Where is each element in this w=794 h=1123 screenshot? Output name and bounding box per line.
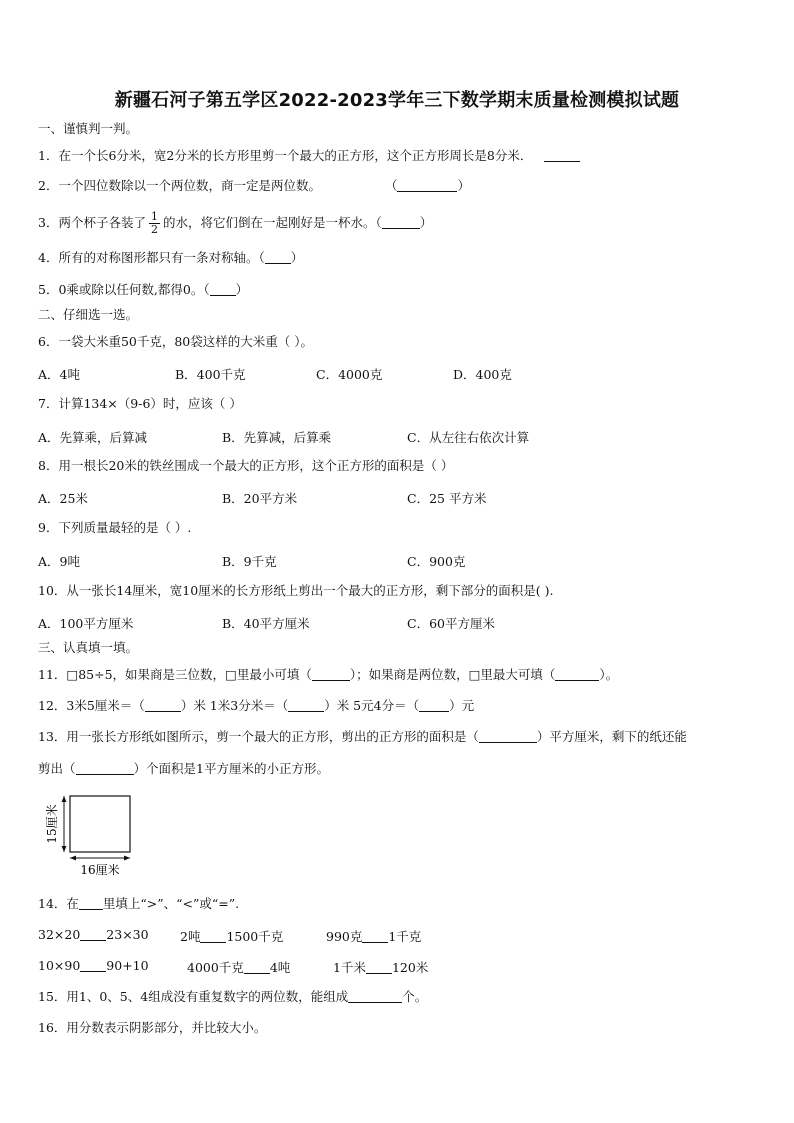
compare-left: 990克: [326, 929, 363, 944]
compare-blank[interactable]: [200, 930, 226, 943]
compare-blank[interactable]: [366, 961, 392, 974]
arrow-left-icon: [70, 856, 76, 861]
question-14-text-b: 里填上“>”、“<”或“=”.: [102, 896, 240, 911]
answer-blank-13b[interactable]: [76, 762, 134, 775]
question-12-text-a: 12．3米5厘米＝（: [38, 698, 145, 713]
question-6: 6．一袋大米重50千克，80袋这样的大米重（ ）。: [38, 334, 313, 349]
answer-blank-2[interactable]: [397, 179, 457, 192]
question-11-text-b: ）；如果商是两位数，□里最大可填（: [349, 667, 556, 682]
question-14-text-a: 14．在: [38, 896, 79, 911]
q7-option-b[interactable]: B．先算减，后算乘: [222, 430, 332, 445]
section-heading-3: 三、认真填一填。: [38, 640, 139, 655]
fraction-numerator: 1: [150, 210, 158, 223]
question-12: [38, 698, 474, 714]
question-12-text-c: ）米 5元4分＝（: [324, 698, 420, 713]
page-title: 新疆石河子第五学区2022-2023学年三下数学期末质量检测模拟试题: [114, 90, 680, 111]
compare-left: 32×20: [38, 927, 81, 942]
answer-blank-11b[interactable]: [555, 668, 599, 681]
answer-blank-3[interactable]: [382, 216, 420, 229]
compare-item: [38, 958, 149, 973]
section-heading-2: 二、仔细选一选。: [38, 307, 139, 322]
question-15-text-a: 15．用1、0、5、4组成没有重复数字的两位数，能组成: [38, 989, 349, 1004]
compare-item: [326, 927, 421, 945]
question-3-text-post: 的水，将它们倒在一起刚好是一杯水。（: [162, 215, 382, 230]
q10-option-a[interactable]: A．100平方厘米: [38, 616, 134, 631]
question-13-text-c: 剪出（: [38, 761, 76, 776]
question-15-text-b: 个。: [402, 989, 428, 1004]
question-3: [38, 211, 432, 236]
question-14: [38, 896, 239, 912]
fraction-one-half: [149, 211, 160, 236]
question-3-text-pre: 3．两个杯子各装了: [38, 215, 146, 230]
fraction-denominator: 2: [150, 223, 158, 236]
question-12-text-d: ）元: [449, 698, 475, 713]
width-label: 16厘米: [80, 863, 120, 877]
compare-right: 4吨: [269, 960, 291, 975]
question-15: [38, 989, 427, 1005]
compare-right: 1500千克: [226, 929, 284, 944]
arrow-up-icon: [62, 796, 67, 802]
q10-option-b[interactable]: B．40平方厘米: [222, 616, 310, 631]
question-12-text-b: ）米 1米3分米＝（: [180, 698, 289, 713]
compare-right: 23×30: [106, 927, 149, 942]
q10-option-c[interactable]: C．60平方厘米: [407, 616, 495, 631]
compare-left: 1千米: [333, 960, 366, 975]
q9-option-a[interactable]: A．9吨: [38, 554, 80, 569]
compare-blank[interactable]: [244, 961, 270, 974]
question-13-text-b: ）平方厘米，剩下的纸还能: [536, 729, 687, 744]
compare-right: 90+10: [106, 958, 149, 973]
question-13-line-1: [38, 729, 687, 745]
answer-blank-13a[interactable]: [479, 730, 537, 743]
bracket-open: （: [384, 178, 398, 193]
question-9: 9．下列质量最轻的是（ ）.: [38, 520, 192, 535]
answer-blank-5[interactable]: [210, 283, 236, 296]
question-5-text: 5．0乘或除以任何数,都得0。（: [38, 282, 210, 297]
section-heading-1: 一、谨慎判一判。: [38, 121, 139, 136]
question-11-text-c: ）。: [599, 667, 619, 682]
q9-option-b[interactable]: B．9千克: [222, 554, 277, 569]
question-16: 16．用分数表示阴影部分，并比较大小。: [38, 1020, 267, 1035]
q7-option-c[interactable]: C．从左往右依次计算: [407, 430, 530, 445]
q6-option-a[interactable]: A．4吨: [38, 367, 80, 382]
answer-blank-4[interactable]: [265, 251, 291, 264]
arrow-down-icon: [62, 846, 67, 852]
bracket-close: ）: [419, 215, 433, 230]
answer-blank-15[interactable]: [348, 990, 402, 1003]
question-8: 8．用一根长20米的铁丝围成一个最大的正方形，这个正方形的面积是（ ）: [38, 458, 454, 473]
compare-right: 120米: [391, 960, 429, 975]
bracket-close: ）: [457, 178, 470, 193]
compare-item: [180, 927, 283, 945]
q8-option-b[interactable]: B．20平方米: [222, 491, 298, 506]
q6-option-c[interactable]: C．4000克: [316, 367, 383, 382]
compare-blank[interactable]: [80, 928, 106, 941]
q7-option-a[interactable]: A．先算乘，后算减: [38, 430, 148, 445]
answer-blank-11a[interactable]: [312, 668, 350, 681]
q8-option-c[interactable]: C．25 平方米: [407, 491, 487, 506]
compare-left: 2吨: [180, 929, 201, 944]
q8-option-a[interactable]: A．25米: [38, 491, 88, 506]
question-2-text: 2．一个四位数除以一个两位数，商一定是两位数。: [38, 178, 321, 193]
arrow-right-icon: [124, 856, 130, 861]
question-11-text-a: 11．□85÷5，如果商是三位数，□里最小可填（: [38, 667, 312, 682]
question-13-text-a: 13．用一张长方形纸如图所示，剪一个最大的正方形，剪出的正方形的面积是（: [38, 729, 479, 744]
answer-blank-1[interactable]: [544, 149, 580, 162]
answer-blank-12b[interactable]: [288, 699, 324, 712]
compare-left: 10×90: [38, 958, 81, 973]
compare-blank[interactable]: [80, 959, 106, 972]
rectangle-shape: [70, 796, 130, 852]
compare-left: 4000千克: [187, 960, 244, 975]
question-1-text: 1．在一个长6分米，宽2分米的长方形里剪一个最大的正方形，这个正方形周长是8分米．: [38, 148, 533, 163]
compare-item: [333, 958, 428, 976]
compare-item: [187, 958, 290, 976]
question-5: [38, 282, 248, 298]
question-11: [38, 667, 618, 683]
compare-blank[interactable]: [362, 930, 388, 943]
bracket-close: ）: [235, 282, 249, 297]
rectangle-figure: [42, 790, 142, 882]
question-13-line-2: [38, 761, 329, 777]
question-2: [38, 178, 470, 194]
bracket-close: ）: [290, 250, 304, 265]
question-7: 7．计算134×（9-6）时，应该（ ）: [38, 396, 242, 411]
question-10: 10．从一张长14厘米，宽10厘米的长方形纸上剪出一个最大的正方形，剩下部分的面积是( ).: [38, 583, 554, 598]
answer-blank-12c[interactable]: [419, 699, 449, 712]
question-1: [38, 148, 580, 164]
answer-blank-12a[interactable]: [145, 699, 181, 712]
question-4-text: 4．所有的对称图形都只有一条对称轴。（: [38, 250, 265, 265]
height-label: 15厘米: [45, 804, 59, 844]
answer-blank-14: [79, 897, 103, 910]
compare-item: [38, 927, 149, 942]
compare-right: 1千克: [388, 929, 422, 944]
q6-option-d[interactable]: D．400克: [453, 367, 512, 382]
question-4: [38, 250, 303, 266]
question-13-text-d: ）个面积是1平方厘米的小正方形。: [133, 761, 329, 776]
q6-option-b[interactable]: B．400千克: [175, 367, 246, 382]
q9-option-c[interactable]: C．900克: [407, 554, 466, 569]
